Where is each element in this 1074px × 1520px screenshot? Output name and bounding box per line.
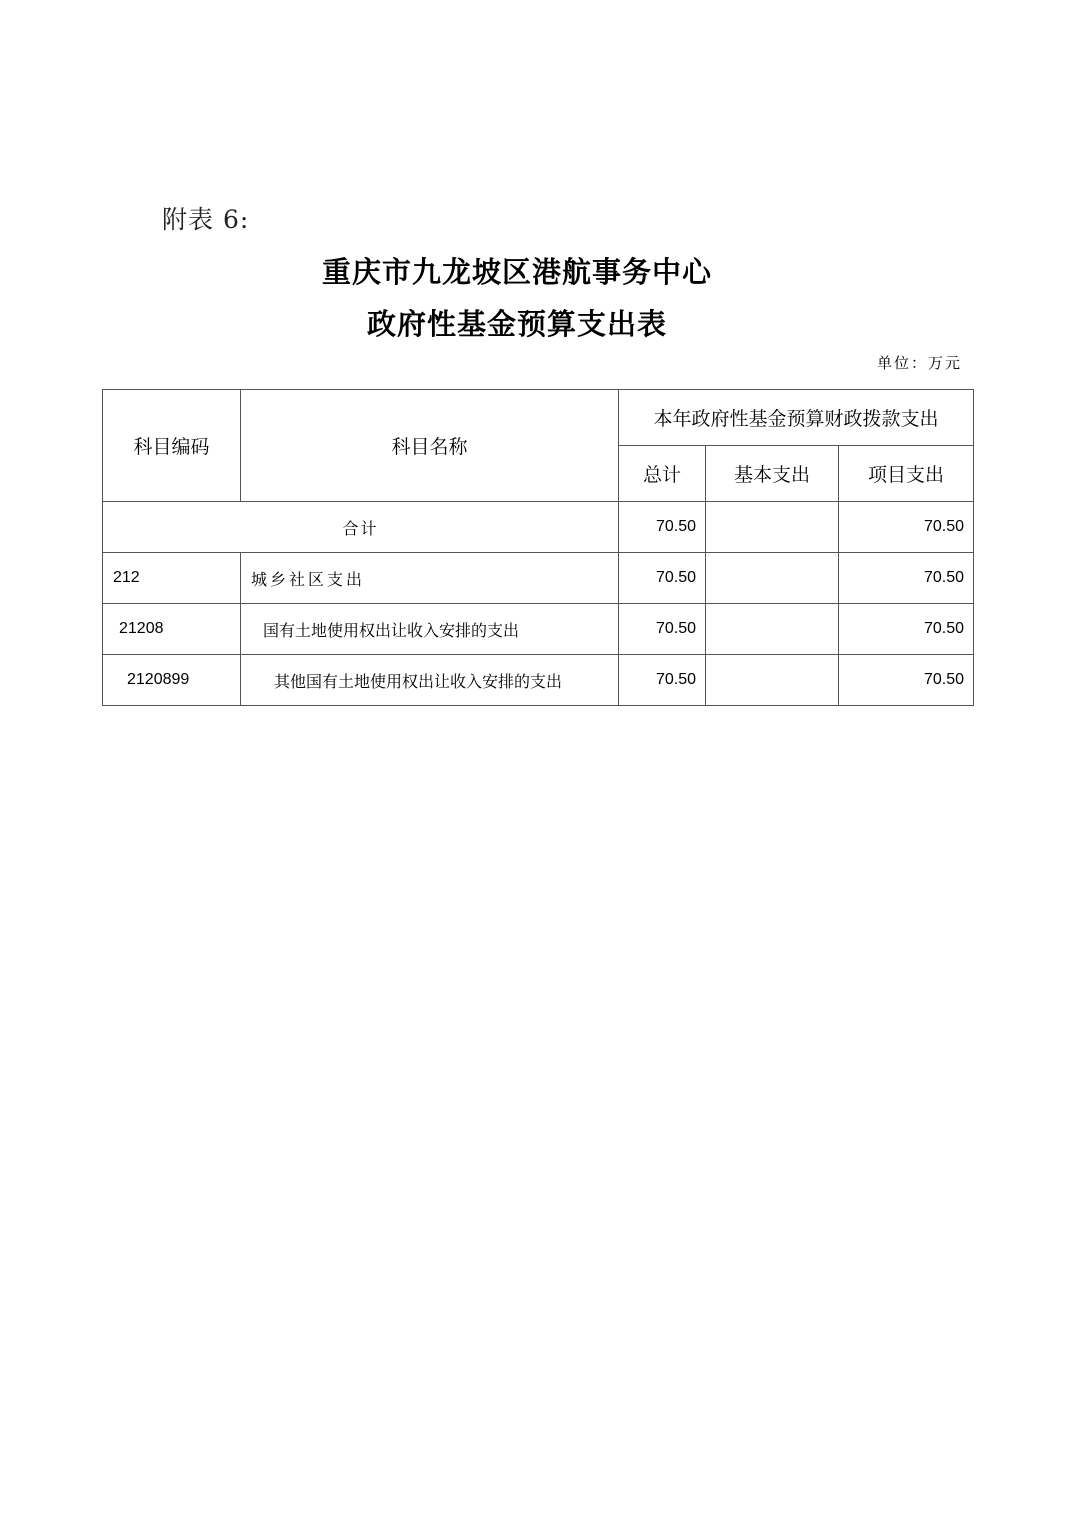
total-total: 70.50	[619, 502, 706, 553]
row-name: 城乡社区支出	[241, 553, 619, 604]
row-total: 70.50	[619, 655, 706, 706]
page-title: 重庆市九龙坡区港航事务中心	[321, 255, 712, 289]
page-subtitle: 政府性基金预算支出表	[366, 307, 667, 341]
row-total: 70.50	[619, 604, 706, 655]
row-basic	[706, 604, 839, 655]
total-project: 70.50	[839, 502, 974, 553]
header-name: 科目名称	[241, 390, 619, 502]
budget-table	[102, 389, 974, 706]
table-row	[103, 604, 974, 655]
table-row	[103, 655, 974, 706]
total-row	[103, 502, 974, 553]
header-basic: 基本支出	[706, 446, 839, 502]
row-name: 其他国有土地使用权出让收入安排的支出	[241, 655, 619, 706]
row-name: 国有土地使用权出让收入安排的支出	[241, 604, 619, 655]
row-code: 212	[103, 553, 241, 604]
row-total: 70.50	[619, 553, 706, 604]
table-row	[103, 553, 974, 604]
header-row	[103, 390, 974, 446]
row-code: 21208	[103, 604, 241, 655]
header-project: 项目支出	[839, 446, 974, 502]
header-total: 总计	[619, 446, 706, 502]
row-project: 70.50	[839, 655, 974, 706]
total-label: 合计	[103, 502, 619, 553]
unit-label: 单位：万元	[876, 354, 962, 372]
total-basic	[706, 502, 839, 553]
header-group: 本年政府性基金预算财政拨款支出	[619, 390, 974, 446]
row-project: 70.50	[839, 604, 974, 655]
row-code: 2120899	[103, 655, 241, 706]
row-basic	[706, 655, 839, 706]
row-basic	[706, 553, 839, 604]
header-code: 科目编码	[103, 390, 241, 502]
row-project: 70.50	[839, 553, 974, 604]
attachment-label: 附表 6:	[162, 205, 250, 234]
